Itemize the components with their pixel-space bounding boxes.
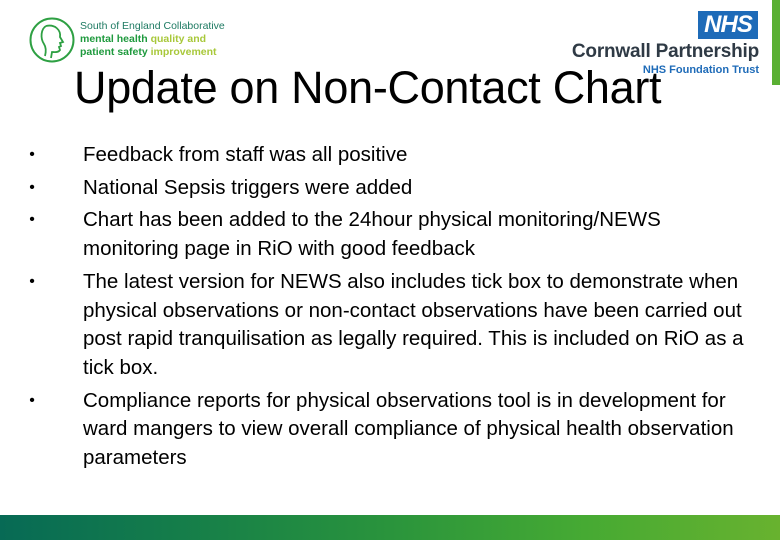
bullet-text: Chart has been added to the 24hour physical monitoring/NEWS monitoring page in RiO with good feedback xyxy=(83,208,661,261)
bullet-text: National Sepsis triggers were added xyxy=(83,175,413,199)
bullet-item xyxy=(26,268,756,383)
logo-line-3a: patient safety xyxy=(80,46,148,58)
collaborative-logo-text xyxy=(80,20,225,59)
bullet-text: Feedback from staff was all positive xyxy=(83,143,408,166)
bullet-icon: • xyxy=(29,272,35,290)
bullet-list xyxy=(26,141,756,477)
bullet-icon: • xyxy=(29,211,35,229)
bullet-text: Compliance reports for physical observations tool is in development for ward mangers to view overall compliance of physical health observation parameters xyxy=(83,388,734,470)
logo-line-1: South of England Collaborative xyxy=(80,20,225,32)
bullet-icon: • xyxy=(29,146,35,163)
logo-line-3b: improvement xyxy=(147,46,217,58)
slide-title: Update on Non-Contact Chart xyxy=(74,62,662,113)
accent-bar-right xyxy=(772,0,780,85)
bullet-item xyxy=(26,141,756,170)
nhs-badge: NHS xyxy=(698,11,758,39)
logo-line-2b: quality and xyxy=(147,33,207,45)
footer-gradient-bar xyxy=(0,515,780,540)
trust-name: Cornwall Partnership xyxy=(571,41,759,62)
bullet-text: The latest version for NEWS also includes tick box to demonstrate when physical observations or non-contact observations have been carried out post rapid tranquilisation as legally required. This is included on RiO as a tick box. xyxy=(83,269,744,379)
bullet-item xyxy=(26,206,756,263)
head-profile-icon xyxy=(28,16,76,64)
bullet-item xyxy=(26,387,756,473)
bullet-item xyxy=(26,174,756,203)
bullet-icon: • xyxy=(29,178,35,196)
logo-line-2a: mental health xyxy=(80,33,148,45)
collaborative-logo xyxy=(28,16,248,68)
bullet-icon: • xyxy=(29,391,35,409)
trust-subtitle: NHS Foundation Trust xyxy=(642,64,759,76)
